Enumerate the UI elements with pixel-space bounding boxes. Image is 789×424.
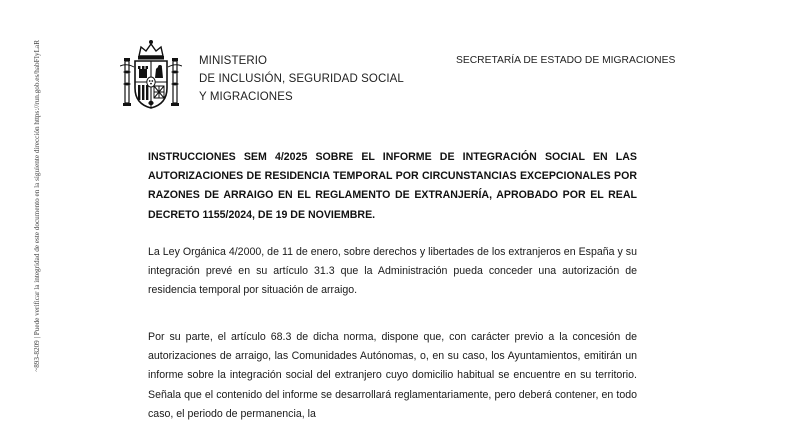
paragraph-1: La Ley Orgánica 4/2000, de 11 de enero, sobre derechos y libertades de los extranjeros en España y su integración prevé en su artículo 31.3 que la Administración pueda conceder una autorización de residencia temporal por situación de arraigo. — [148, 246, 637, 297]
paragraph-2: Por su parte, el artículo 68.3 de dicha norma, dispone que, con carácter previo a la concesión de autorizaciones de arraigo, las Comunidades Autónomas, o, en su caso, los Ayuntamientos, emitirán un informe sobre la integración social del extranjero cuyo domicilio habitual se encuentre en su territorio. Señala que el contenido del informe se desarrollará reglamentariamente, pero deberá contener, en todo caso, el periodo de permanencia, la — [148, 331, 637, 420]
document-title: INSTRUCCIONES SEM 4/2025 SOBRE EL INFORME DE INTEGRACIÓN SOCIAL EN LAS AUTORIZACIONES DE RESIDENCIA TEMPORAL POR CIRCUNSTANCIAS EXCEPCIONALES POR RAZONES DE ARRAIGO EN EL REGLAMENTO DE EXTRANJERÍA, APROBADO POR EL REAL DECRETO 1155/2024, DE 19 DE NOVIEMBRE. — [148, 151, 637, 221]
ministry-line-1: MINISTERIO — [199, 55, 268, 67]
ministry-line-2: DE INCLUSIÓN, SEGURIDAD SOCIAL — [199, 73, 404, 85]
coat-of-arms-icon — [120, 38, 182, 114]
ministry-line-3: Y MIGRACIONES — [199, 91, 293, 103]
verification-strip — [29, 40, 45, 424]
ministry-name — [199, 52, 404, 106]
secretaria-de-estado: SECRETARÍA DE ESTADO DE MIGRACIONES — [456, 55, 676, 66]
verification-note: ~893-8209 | Puede verificar la integridad de este documento en la siguiente dirección https://run.gob.es/habFIyLaR — [33, 40, 41, 372]
